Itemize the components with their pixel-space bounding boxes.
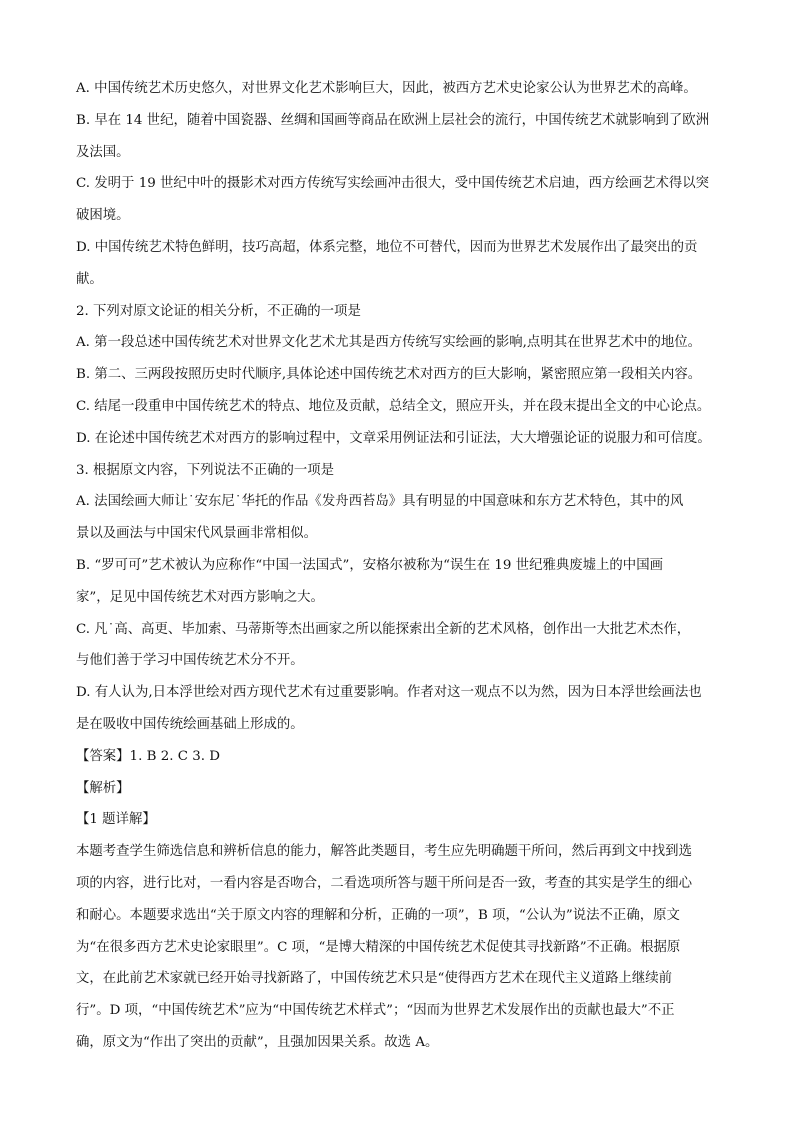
- detail-line: 项的内容，进行比对，一看内容是否吻合，二看选项所答与题干所问是否一致，考查的其实是学生的细心: [76, 875, 692, 891]
- q1-option-c: C. 发明于 19 世纪中叶的摄影术对西方传统写实绘画冲击很大，受中国传统艺术启迪，西方绘画艺术得以突: [76, 176, 710, 192]
- q1-option-d: D. 中国传统艺术特色鲜明，技巧高超，体系完整，地位不可替代，因而为世界艺术发展作出了最突出的贡: [76, 239, 698, 255]
- q3-option-c: C. 凡˙高、高更、毕加索、马蒂斯等杰出画家之所以能探索出全新的艺术风格，创作出一大批艺术杰作，: [76, 621, 691, 637]
- q3-stem: 3. 根据原文内容，下列说法不正确的一项是: [76, 462, 335, 478]
- q2-option-b: B. 第二、三两段按照历史时代顺序,具体论述中国传统艺术对西方的巨大影响，紧密照应第一段相关内容。: [76, 367, 702, 383]
- q3-option-b: B. “罗可可”艺术被认为应称作“中国一法国式”，安格尔被称为“误生在 19 世纪雅典废墟上的中国画: [76, 557, 663, 573]
- q3-option-a: A. 法国绘画大师让˙安东尼˙华托的作品《发舟西苔岛》具有明显的中国意味和东方艺术特色，其中的风: [76, 494, 684, 510]
- detail-line: 确，原文为“作出了突出的贡献”，且强加因果关系。故选 A。: [76, 1034, 439, 1050]
- detail-line: 和耐心。本题要求选出“关于原文内容的理解和分析，正确的一项”，B 项，“公认为”说法不正确，原文: [76, 907, 680, 923]
- analysis-heading: 【解析】: [76, 780, 130, 796]
- q1-option-a: A. 中国传统艺术历史悠久，对世界文化艺术影响巨大，因此，被西方艺术史论家公认为世界艺术的高峰。: [76, 81, 697, 96]
- detail-line: 文，在此前艺术家就已经开始寻找新路了，中国传统艺术只是“使得西方艺术在现代主义道路上继续前: [76, 971, 673, 987]
- q2-option-a: A. 第一段总述中国传统艺术对世界文化艺术尤其是西方传统写实绘画的影响,点明其在世界艺术中的地位。: [76, 335, 702, 351]
- q2-option-c: C. 结尾一段重申中国传统艺术的特点、地位及贡献，总结全文，照应开头，并在段末提出全文的中心论点。: [76, 398, 711, 414]
- q2-option-d: D. 在论述中国传统艺术对西方的影响过程中，文章采用例证法和引证法，大大增强论证的说服力和可信度。: [76, 430, 711, 446]
- detail-heading: 【1 题详解】: [76, 812, 156, 828]
- q3-option-c-cont: 与他们善于学习中国传统艺术分不开。: [76, 653, 304, 669]
- q3-option-d-cont: 是在吸收中国传统绘画基础上形成的。: [76, 716, 304, 732]
- q3-option-a-cont: 景以及画法与中国宋代风景画非常相似。: [76, 526, 318, 542]
- detail-line: 为“在很多西方艺术史论家眼里”。C 项，“是博大精深的中国传统艺术促使其寻找新路”不正确。根据原: [76, 939, 681, 955]
- q2-stem: 2. 下列对原文论证的相关分析，不正确的一项是: [76, 303, 361, 319]
- answer-line: 【答案】1. B 2. C 3. D: [76, 748, 220, 764]
- q3-option-d: D. 有人认为,日本浮世绘对西方现代艺术有过重要影响。作者对这一观点不以为然，因为日本浮世绘画法也: [76, 685, 702, 701]
- q3-option-b-cont: 家”，足见中国传统艺术对西方影响之大。: [76, 589, 324, 605]
- detail-line: 本题考查学生筛选信息和辨析信息的能力，解答此类题目，考生应先明确题干所问，然后再到文中找到选: [76, 844, 692, 860]
- document-page: [76, 80, 726, 1052]
- q1-option-b-cont: 及法国。: [76, 144, 130, 160]
- q1-option-c-cont: 破困境。: [76, 208, 130, 224]
- q1-option-b: B. 早在 14 世纪，随着中国瓷器、丝绸和国画等商品在欧洲上层社会的流行，中国传统艺术就影响到了欧洲: [76, 112, 710, 128]
- detail-line: 行”。D 项，“中国传统艺术”应为“中国传统艺术样式”；“因而为世界艺术发展作出的贡献也最大”不正: [76, 1003, 675, 1019]
- q1-option-d-cont: 献。: [76, 271, 103, 287]
